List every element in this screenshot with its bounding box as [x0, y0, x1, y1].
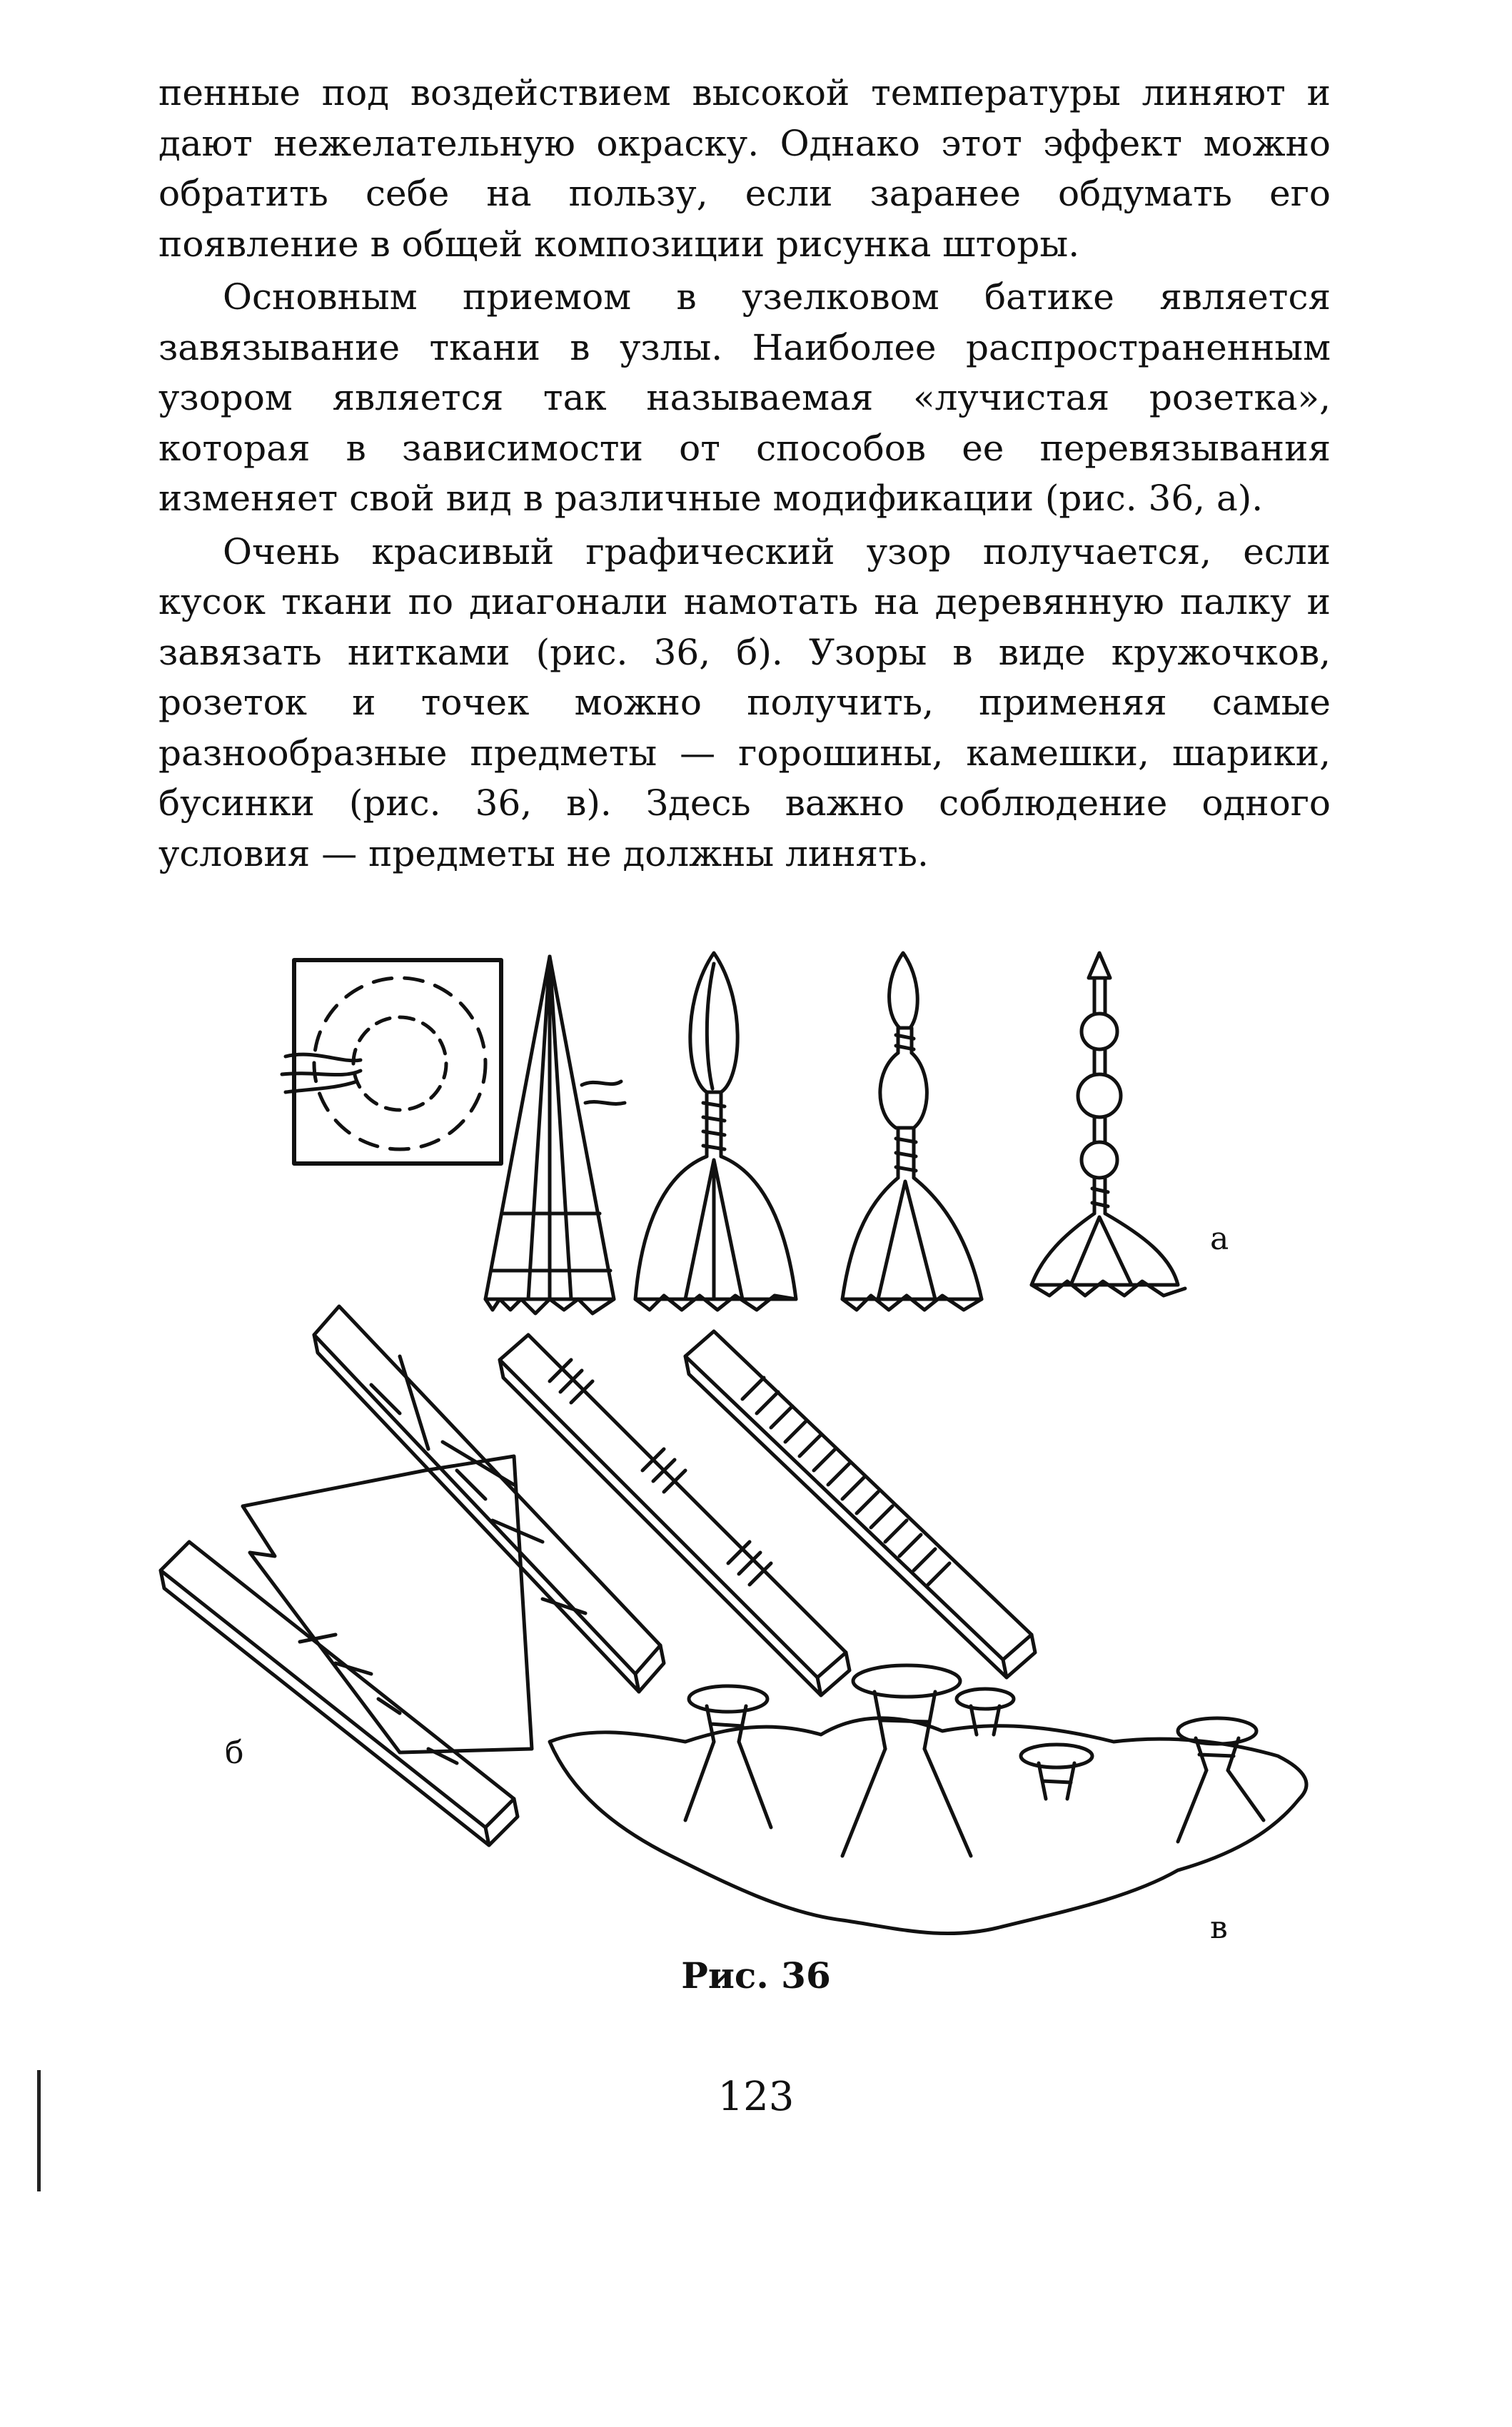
tied-bundle-3 [1032, 953, 1185, 1296]
cloth-with-tied-objects [550, 1665, 1306, 1934]
label-b: б [225, 1735, 244, 1771]
paragraph-3: Очень красивый графический узор получается, если кусок ткани по диагонали намотать на деревянную палку и завязать нитками (рис. 36, б). Узоры в виде кружочков, розеток и точек можно получить, применяя самые разнообразные предметы — горошины, камешки, шарики, бусинки (рис. 36, в). Здесь важно соблюдение одного условия — предметы не должны линять. [158, 530, 1331, 874]
paragraph-2: Основным приемом в узелковом батике является завязывание ткани в узлы. Наиболее распространенным узором является так называемая «лучистая розетка», которая в зависимости от способов ее перевязывания изменяет свой вид в различные модификации (рис. 36, а). [158, 276, 1331, 519]
tied-bundle-1 [635, 953, 796, 1310]
stick-1 [314, 1306, 664, 1692]
figure-caption: Рис. 36 [681, 1954, 831, 1997]
stick-3 [685, 1331, 1035, 1677]
stick-with-cloth [161, 1456, 532, 1845]
label-v: в [1210, 1909, 1228, 1946]
page-number: 123 [717, 2074, 795, 2120]
stick-2 [500, 1335, 850, 1695]
cloth-square-drawing [282, 960, 501, 1164]
tied-bundle-2 [842, 953, 982, 1310]
paragraph-1: пенные под воздействием высокой температуры линяют и дают нежелательную окраску. Однако этот эффект можно обратить себе на пользу, если заранее обдумать его появление в общей композиции рисунка шторы. [158, 72, 1331, 265]
label-a: а [1210, 1221, 1229, 1257]
cloth-cone-drawing [485, 957, 625, 1313]
margin-line [37, 2070, 41, 2191]
